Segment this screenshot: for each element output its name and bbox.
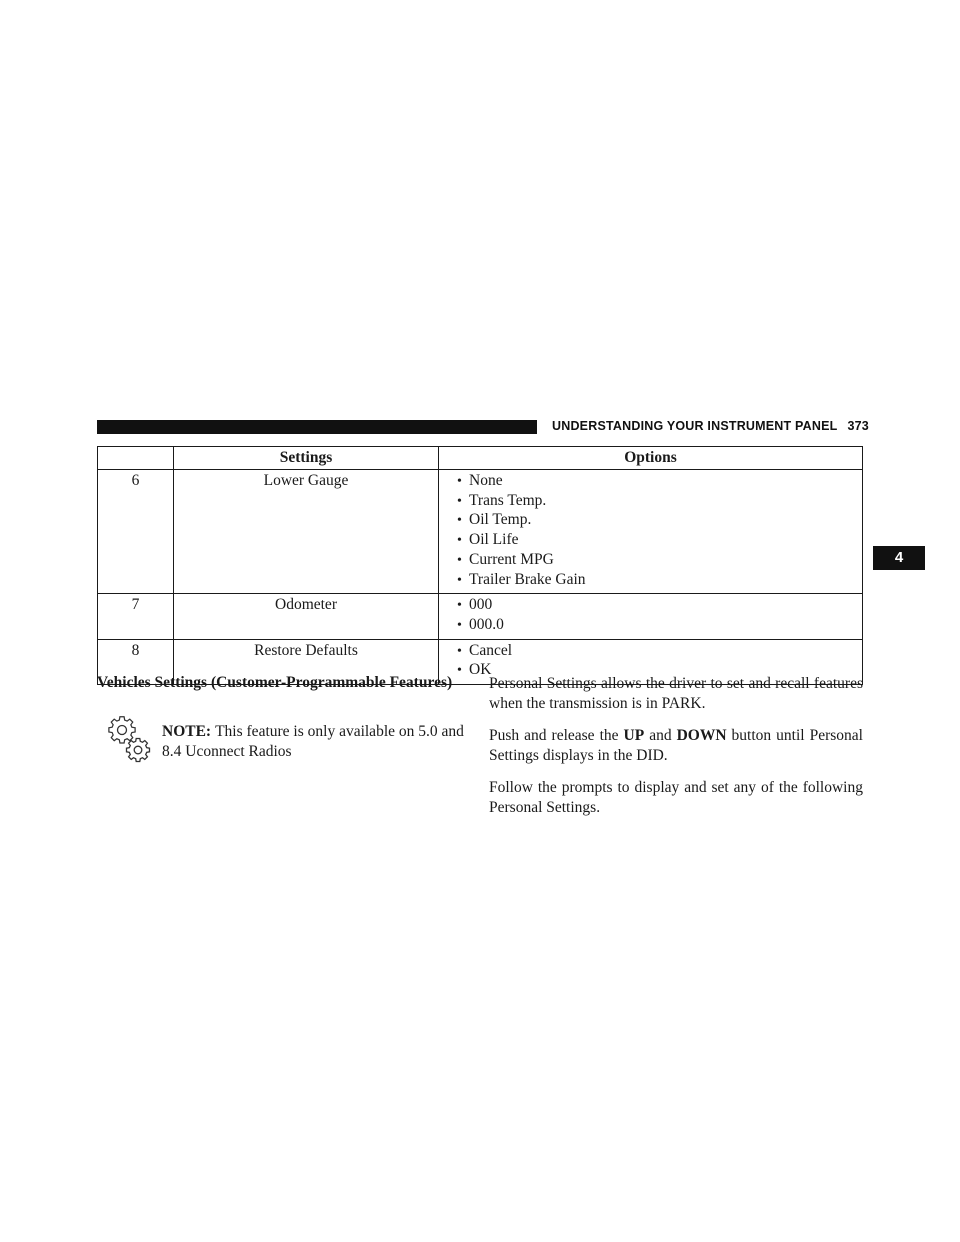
bullet-icon: • xyxy=(457,643,462,659)
paragraph: Follow the prompts to display and set any of the following Personal Settings. xyxy=(489,779,863,816)
row-setting: Lower Gauge xyxy=(174,470,439,594)
bullet-icon: • xyxy=(457,513,462,529)
bullet-icon: • xyxy=(457,493,462,509)
row-number: 6 xyxy=(98,470,174,594)
list-item: • 000 xyxy=(457,596,862,616)
table-header-row xyxy=(98,447,863,470)
bullet-icon: • xyxy=(457,572,462,588)
column-header-options: Options xyxy=(439,447,863,470)
settings-table xyxy=(97,446,863,685)
right-column xyxy=(489,674,863,830)
header-bar xyxy=(97,420,537,434)
list-item: • Oil Temp. xyxy=(457,511,862,531)
note-label: NOTE: xyxy=(162,723,212,740)
note-body: This feature is only available on 5.0 and 8.4 Uconnect Radios xyxy=(162,723,464,760)
down-button-label: DOWN xyxy=(676,727,727,744)
note-text xyxy=(162,722,477,762)
row-setting: Odometer xyxy=(174,594,439,639)
chapter-tab: 4 xyxy=(873,546,925,570)
row-options xyxy=(439,594,863,639)
running-header xyxy=(552,419,869,433)
page-number: 373 xyxy=(847,419,869,433)
list-item: • Trailer Brake Gain xyxy=(457,571,862,591)
bullet-icon: • xyxy=(457,663,462,679)
bullet-icon: • xyxy=(457,598,462,614)
paragraph: Push and release the UP and DOWN button until Personal Settings displays in the DID. xyxy=(489,727,863,764)
list-item: • Trans Temp. xyxy=(457,492,862,512)
row-number: 8 xyxy=(98,639,174,684)
list-item: • None xyxy=(457,472,862,492)
paragraph: Personal Settings allows the driver to set and recall features when the transmission is in PARK. xyxy=(489,675,863,712)
list-item: • Oil Life xyxy=(457,531,862,551)
bullet-icon: • xyxy=(457,474,462,489)
list-item: • 000.0 xyxy=(457,616,862,636)
row-setting: Restore Defaults xyxy=(174,639,439,684)
chapter-title: UNDERSTANDING YOUR INSTRUMENT PANEL xyxy=(552,419,838,433)
section-heading: Vehicles Settings (Customer-Programmable Features) xyxy=(97,674,453,691)
column-header-settings: Settings xyxy=(174,447,439,470)
row-options xyxy=(439,470,863,594)
up-button-label: UP xyxy=(623,727,645,744)
list-item: • Current MPG xyxy=(457,551,862,571)
bullet-icon: • xyxy=(457,533,462,549)
bullet-icon: • xyxy=(457,552,462,568)
gear-icon xyxy=(104,713,154,765)
table-row xyxy=(98,470,863,594)
bullet-icon: • xyxy=(457,617,462,633)
list-item: • OK xyxy=(457,661,862,681)
list-item: • Cancel xyxy=(457,642,862,662)
column-header-number xyxy=(98,447,174,470)
table-row xyxy=(98,594,863,639)
row-number: 7 xyxy=(98,594,174,639)
